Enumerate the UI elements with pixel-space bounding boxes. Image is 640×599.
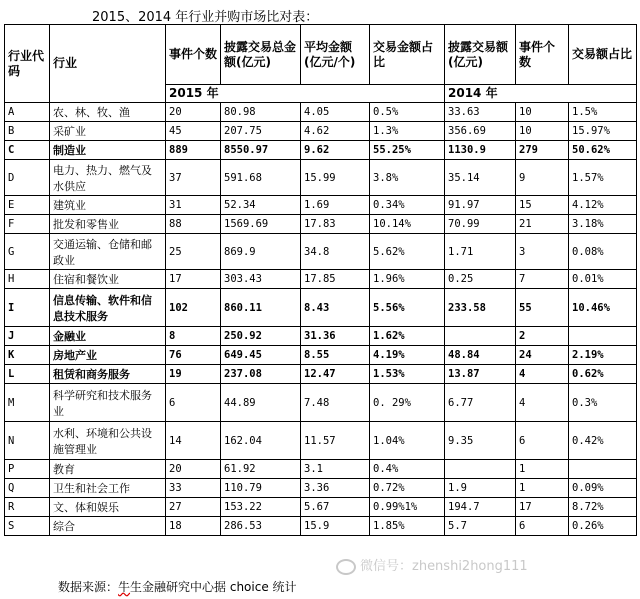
cell-e15: 20	[166, 460, 221, 479]
cell-industry: 建筑业	[50, 196, 166, 215]
cell-code: I	[5, 289, 50, 327]
table-row	[5, 498, 637, 517]
cell-t15: 61.92	[221, 460, 301, 479]
cell-industry: 金融业	[50, 327, 166, 346]
cell-t14: 70.99	[445, 215, 516, 234]
cell-industry: 农、林、牧、渔	[50, 103, 166, 122]
cell-s15: 0.5%	[370, 103, 445, 122]
cell-e14: 15	[516, 196, 569, 215]
cell-e15: 8	[166, 327, 221, 346]
cell-e15: 45	[166, 122, 221, 141]
cell-s14: 4.12%	[569, 196, 637, 215]
cell-s15: 0.34%	[370, 196, 445, 215]
footer-prefix: 数据来源：	[58, 580, 119, 594]
cell-t15: 286.53	[221, 517, 301, 536]
header-total-2014: 披露交易额(亿元)	[445, 25, 516, 85]
cell-code: C	[5, 141, 50, 160]
table-row	[5, 270, 637, 289]
cell-e15: 20	[166, 103, 221, 122]
cell-t14: 356.69	[445, 122, 516, 141]
wechat-watermark	[336, 555, 528, 575]
cell-e15: 889	[166, 141, 221, 160]
cell-t14	[445, 460, 516, 479]
cell-e14: 3	[516, 234, 569, 270]
cell-t14: 35.14	[445, 160, 516, 196]
cell-a15: 15.9	[301, 517, 370, 536]
cell-s15: 10.14%	[370, 215, 445, 234]
cell-s15: 3.8%	[370, 160, 445, 196]
table-row	[5, 289, 637, 327]
cell-s15: 0.4%	[370, 460, 445, 479]
cell-a15: 4.05	[301, 103, 370, 122]
cell-t14: 233.58	[445, 289, 516, 327]
cell-t14: 1130.9	[445, 141, 516, 160]
cell-t14	[445, 327, 516, 346]
year-2015-label: 2015 年	[166, 85, 445, 103]
cell-s14	[569, 327, 637, 346]
cell-industry: 水利、环境和公共设施管理业	[50, 422, 166, 460]
cell-t15: 869.9	[221, 234, 301, 270]
table-row	[5, 327, 637, 346]
cell-t14: 194.7	[445, 498, 516, 517]
cell-s15: 1.3%	[370, 122, 445, 141]
cell-code: Q	[5, 479, 50, 498]
cell-t15: 80.98	[221, 103, 301, 122]
footer-underlined: 牛	[118, 580, 131, 594]
cell-e15: 33	[166, 479, 221, 498]
cell-s14: 1.57%	[569, 160, 637, 196]
cell-code: D	[5, 160, 50, 196]
cell-code: E	[5, 196, 50, 215]
cell-e14: 24	[516, 346, 569, 365]
cell-s14: 50.62%	[569, 141, 637, 160]
cell-code: L	[5, 365, 50, 384]
cell-t15: 110.79	[221, 479, 301, 498]
cell-t15: 52.34	[221, 196, 301, 215]
cell-industry: 教育	[50, 460, 166, 479]
cell-industry: 卫生和社会工作	[50, 479, 166, 498]
watermark-text: 微信号：zhenshi2hong111	[360, 559, 528, 574]
cell-a15: 3.1	[301, 460, 370, 479]
cell-e14: 4	[516, 365, 569, 384]
header-share-2015: 交易金额占比	[370, 25, 445, 85]
cell-e14: 1	[516, 479, 569, 498]
table-row	[5, 234, 637, 270]
cell-a15: 17.83	[301, 215, 370, 234]
cell-industry: 电力、热力、燃气及水供应	[50, 160, 166, 196]
cell-industry: 综合	[50, 517, 166, 536]
cell-a15: 9.62	[301, 141, 370, 160]
table-body	[5, 103, 637, 536]
header-events-2015: 事件个数	[166, 25, 221, 85]
cell-t15: 860.11	[221, 289, 301, 327]
header-industry: 行业	[50, 25, 166, 103]
cell-e14: 55	[516, 289, 569, 327]
cell-industry: 租赁和商务服务	[50, 365, 166, 384]
cell-t14: 0.25	[445, 270, 516, 289]
cell-t15: 1569.69	[221, 215, 301, 234]
cell-e15: 25	[166, 234, 221, 270]
cell-s14: 0.01%	[569, 270, 637, 289]
cell-t14: 1.9	[445, 479, 516, 498]
table-row	[5, 365, 637, 384]
cell-code: B	[5, 122, 50, 141]
cell-s14: 2.19%	[569, 346, 637, 365]
cell-e14: 21	[516, 215, 569, 234]
cell-s15: 1.53%	[370, 365, 445, 384]
cell-t15: 162.04	[221, 422, 301, 460]
cell-code: P	[5, 460, 50, 479]
cell-t14: 13.87	[445, 365, 516, 384]
data-source-note	[58, 578, 297, 595]
cell-industry: 科学研究和技术服务业	[50, 384, 166, 422]
cell-t15: 237.08	[221, 365, 301, 384]
cell-e14: 9	[516, 160, 569, 196]
header-code: 行业代码	[5, 25, 50, 103]
cell-t14: 1.71	[445, 234, 516, 270]
cell-t14: 33.63	[445, 103, 516, 122]
cell-industry: 信息传输、软件和信息技术服务	[50, 289, 166, 327]
header-avg-2015: 平均金额(亿元/个)	[301, 25, 370, 85]
cell-code: G	[5, 234, 50, 270]
cell-t15: 303.43	[221, 270, 301, 289]
table-row	[5, 122, 637, 141]
cell-code: J	[5, 327, 50, 346]
cell-e15: 88	[166, 215, 221, 234]
cell-code: F	[5, 215, 50, 234]
cell-code: S	[5, 517, 50, 536]
cell-e15: 19	[166, 365, 221, 384]
cell-s15: 55.25%	[370, 141, 445, 160]
cell-t15: 153.22	[221, 498, 301, 517]
cell-a15: 8.43	[301, 289, 370, 327]
header-share-2014: 交易额占比	[569, 25, 637, 85]
cell-s15: 1.96%	[370, 270, 445, 289]
cell-s15: 0.72%	[370, 479, 445, 498]
cell-e15: 27	[166, 498, 221, 517]
cell-industry: 交通运输、仓储和邮政业	[50, 234, 166, 270]
cell-code: K	[5, 346, 50, 365]
cell-s15: 1.04%	[370, 422, 445, 460]
table-row	[5, 215, 637, 234]
cell-s14: 0.08%	[569, 234, 637, 270]
year-2014-label: 2014 年	[445, 85, 637, 103]
cell-code: A	[5, 103, 50, 122]
cell-code: H	[5, 270, 50, 289]
table-row	[5, 479, 637, 498]
cell-a15: 12.47	[301, 365, 370, 384]
table-row	[5, 141, 637, 160]
cell-s14: 0.26%	[569, 517, 637, 536]
cell-t14: 91.97	[445, 196, 516, 215]
cell-t15: 207.75	[221, 122, 301, 141]
table-title: 2015、2014 年行业并购市场比对表：	[92, 10, 319, 25]
cell-s14: 0.42%	[569, 422, 637, 460]
cell-code: M	[5, 384, 50, 422]
footer-rest: 生金融研究中心据 choice 统计	[130, 580, 297, 594]
cell-e14: 4	[516, 384, 569, 422]
cell-e14: 279	[516, 141, 569, 160]
cell-industry: 文、体和娱乐	[50, 498, 166, 517]
cell-a15: 11.57	[301, 422, 370, 460]
table-row	[5, 103, 637, 122]
cell-e14: 10	[516, 122, 569, 141]
cell-s14: 1.5%	[569, 103, 637, 122]
cell-industry: 批发和零售业	[50, 215, 166, 234]
table-row	[5, 422, 637, 460]
cell-s14: 15.97%	[569, 122, 637, 141]
cell-s14: 8.72%	[569, 498, 637, 517]
cell-e14: 7	[516, 270, 569, 289]
cell-s15: 1.85%	[370, 517, 445, 536]
cell-s14: 0.09%	[569, 479, 637, 498]
cell-e15: 17	[166, 270, 221, 289]
cell-a15: 17.85	[301, 270, 370, 289]
cell-a15: 34.8	[301, 234, 370, 270]
cell-a15: 7.48	[301, 384, 370, 422]
cell-t15: 250.92	[221, 327, 301, 346]
cell-code: R	[5, 498, 50, 517]
cell-e14: 2	[516, 327, 569, 346]
cell-industry: 住宿和餐饮业	[50, 270, 166, 289]
header-events-2014: 事件个数	[516, 25, 569, 85]
cell-t14: 48.84	[445, 346, 516, 365]
cell-t14: 9.35	[445, 422, 516, 460]
ma-comparison-table	[4, 24, 637, 536]
cell-s15: 0. 29%	[370, 384, 445, 422]
cell-e15: 6	[166, 384, 221, 422]
cell-a15: 5.67	[301, 498, 370, 517]
cell-a15: 4.62	[301, 122, 370, 141]
cell-e15: 14	[166, 422, 221, 460]
table-row	[5, 196, 637, 215]
table-row	[5, 517, 637, 536]
cell-e15: 76	[166, 346, 221, 365]
table-row	[5, 460, 637, 479]
cell-t15: 649.45	[221, 346, 301, 365]
cell-a15: 31.36	[301, 327, 370, 346]
cell-t14: 6.77	[445, 384, 516, 422]
cell-s14: 10.46%	[569, 289, 637, 327]
cell-s15: 5.56%	[370, 289, 445, 327]
cell-s15: 4.19%	[370, 346, 445, 365]
cell-e14: 10	[516, 103, 569, 122]
table-row	[5, 384, 637, 422]
cell-e14: 17	[516, 498, 569, 517]
cell-a15: 3.36	[301, 479, 370, 498]
cell-e14: 6	[516, 517, 569, 536]
cell-s14	[569, 460, 637, 479]
cell-s15: 5.62%	[370, 234, 445, 270]
cell-t14: 5.7	[445, 517, 516, 536]
cell-t15: 44.89	[221, 384, 301, 422]
cell-s15: 0.99%1%	[370, 498, 445, 517]
wechat-icon	[336, 559, 356, 575]
header-row	[5, 25, 637, 85]
cell-a15: 1.69	[301, 196, 370, 215]
cell-e14: 1	[516, 460, 569, 479]
cell-industry: 房地产业	[50, 346, 166, 365]
cell-s14: 0.3%	[569, 384, 637, 422]
cell-e14: 6	[516, 422, 569, 460]
cell-s15: 1.62%	[370, 327, 445, 346]
cell-industry: 采矿业	[50, 122, 166, 141]
cell-e15: 18	[166, 517, 221, 536]
cell-t15: 591.68	[221, 160, 301, 196]
cell-a15: 8.55	[301, 346, 370, 365]
cell-a15: 15.99	[301, 160, 370, 196]
cell-code: N	[5, 422, 50, 460]
cell-industry: 制造业	[50, 141, 166, 160]
cell-s14: 0.62%	[569, 365, 637, 384]
table-row	[5, 160, 637, 196]
cell-e15: 37	[166, 160, 221, 196]
cell-e15: 31	[166, 196, 221, 215]
cell-t15: 8550.97	[221, 141, 301, 160]
header-total-2015: 披露交易总金额(亿元)	[221, 25, 301, 85]
table-row	[5, 346, 637, 365]
cell-s14: 3.18%	[569, 215, 637, 234]
cell-e15: 102	[166, 289, 221, 327]
